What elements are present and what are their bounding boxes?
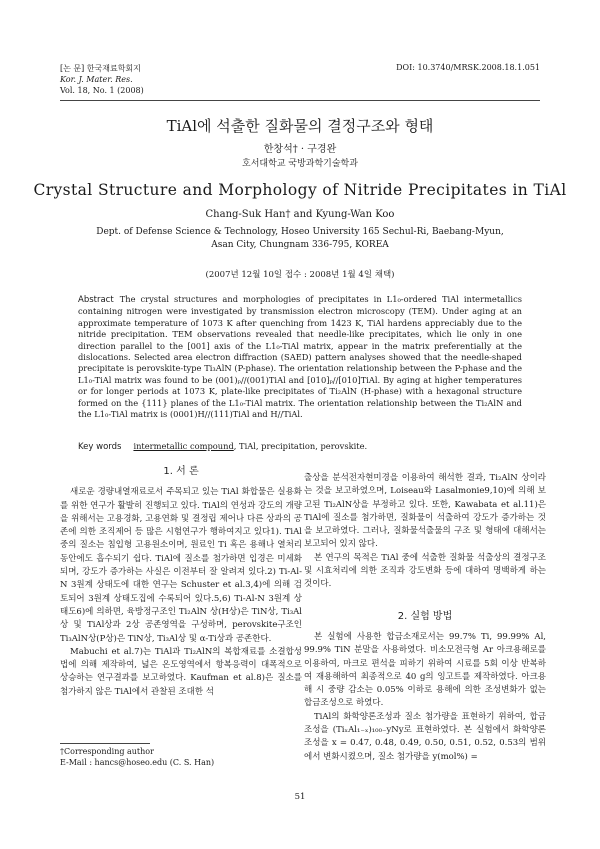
journal-header [60,63,144,96]
footnote [60,746,214,768]
footnote-corresponding: †Corresponding author [60,747,154,756]
title-english: Crystal Structure and Morphology of Nitride Precipitates in TiAl [33,181,567,199]
volume-line: Vol. 18, No. 1 (2008) [60,86,144,95]
title-korean: TiAl에 석출한 질화물의 결정구조와 형태 [166,117,434,135]
body-paragraph: 출상을 분석전자현미경을 이용하여 해석한 결과, Ti₂AlN 상이라는 것을 보고하였으며, Loiseau와 Lasalmonie9,10)에 의해 보고된 Ti₂AlN상을 부정하고 있다. 또한, Kawabata et al.11)은 TiAl에 질소를 첨가하면, 질화물이 석출하여 강도가 증가하는 것을 보고하였다. 그러나, 질화물석출물의 구조 및 형태에 대해서는 보고되어 있지 않다. [304,473,546,550]
body-paragraph: TiAl의 화학양론조성과 질소 첨가량을 표현하기 위하여, 합금조성을 (TiₓAl₁₋ₓ)₁₀₀₋yNy로 표현하였다. 본 실험에서 화학양론조성을 x = 0.47, 0.48, 0.49, 0.50, 0.51, 0.52, 0.53의 범위에서 변화시켰으며, 질소 첨가량을 y(mol%) = [304,711,546,762]
right-column [304,472,546,764]
affiliation-korean: 호서대학교 국방과학기술학과 [242,159,358,169]
footnote-rule [60,743,150,744]
body-paragraph: 본 연구의 목적은 TiAl 중에 석출한 질화물 석출상의 결정구조 및 시효처리에 의한 조직과 강도변화 등에 대하여 명백하게 하는 것이다. [304,552,546,590]
keywords-rest: , TiAl, precipitation, perovskite. [233,441,368,451]
affiliation-english-line2: Asan City, Chungnam 336-795, KOREA [211,240,389,250]
keywords-label: Key words [78,442,122,452]
affiliation-english-line1: Dept. of Defense Science & Technology, Hoseo University 165 Sechul-Ri, Baebang-Myun, [96,227,504,237]
authors-korean: 한창석† · 구경완 [263,144,337,155]
body-paragraph: 새로운 경량내열재료로서 주목되고 있는 TiAl 화합물은 실용화를 위한 연구가 활발히 진행되고 있다. TiAl의 연성과 강도의 개량을 위해서는 고용경화, 고용연화 및 결정립 제어나 다른 상과의 공존에 의한 조직제어 등 많은 시험연구가 행하여지고 있다1). TiAl 중의 질소는 침입형 고용원소이며, 원료인 Ti 혹은 용해나 열처리 동안에도 흡수되기 쉽다. TiAl에 질소를 첨가하면 입경은 미세화 되며, 강도가 증가하는 사실은 이전부터 잘 알려져 있다.2) Ti-Al-N 3원계 상태도에 대한 연구는 Schuster et al.3,4)에 의해 검토되어 3원계 상태도집에 수록되어 있다.5,6) Ti-Al-N 3원계 상태도6)에 의하면, 육방정구조인 Ti₂AlN 상(H상)은 TiN상, Ti₃Al상 및 TiAl상과 2상 공존영역을 구성하며, perovskite구조인 Ti₃AlN상(P상)은 TiN상, Ti₃Al상 및 α-Ti상과 공존한다. [60,487,302,644]
journal-abbrev: Kor. J. Mater. Res. [60,75,133,84]
keyword-underlined: intermetallic compound [133,441,234,451]
body-paragraph: 본 실험에 사용한 합금소재로서는 99.7% Ti, 99.99% Al, 99.9% TiN 분말을 사용하였다. 비소모전극형 Ar 아크용해로를 이용하여, 마크로 편석을 피하기 위하여 시료를 5회 이상 반복하여 재용해하여 최종적으로 40 g의 잉고트를 제작하였다. 아크용해 시 중량 감소는 0.05% 이하로 용해에 의한 조성변화가 없는 합금조성으로 하였다. [304,631,546,709]
received-dates: (2007년 12월 10일 접수 : 2008년 1월 4일 채택) [205,270,395,280]
section2-heading: 2. 실험 방법 [397,610,453,622]
affiliation-english [0,226,600,252]
body-paragraph: Mabuchi et al.7)는 TiAl과 Ti₂AlN의 복합재료를 소결합성법에 의해 제작하여, 넓은 온도영역에서 항복응력이 대폭적으로 상승하는 연구결과를 보고하였다. Kaufman et al.8)은 질소를 첨가하지 않은 TiAl에서 관찰된 조대한 석 [60,646,302,697]
keywords [78,441,522,452]
header-rule [60,100,540,101]
abstract-text: The crystal structures and morphologies of precipitates in L1₀-ordered TiAl intermetallics containing nitrogen were investigated by transmission electron microscopy (TEM). Under aging at an approximate temperature of 1073 K after quenching from 1423 K, TiAl hardens appreciably due to the nitride precipitation. TEM observations revealed that needle-like precipitates, which lie only in one direction parallel to the [001] axis of the L1₀-TiAl matrix, appear in the matrix preferentially at the dislocations. Selected area electron diffraction (SAED) pattern analyses showed that the needle-shaped precipitate is perovskite-type Ti₃AlN (P-phase). The orientation relationship between the P-phase and the L1₀-TiAl matrix was found to be (001)ₚ//(001)TiAl and [010]ₚ//[010]TiAl. By aging at higher temperatures or for longer periods at 1073 K, plate-like precipitates of Ti₂AlN (H-phase) with a hexagonal structure formed on the {111} planes of the L1₀-TiAl matrix. The orientation relationship between the Ti₂AlN and the L1₀-TiAl matrix is (0001)H//(111)TiAl and H//TiAl. [78,294,522,420]
doi: DOI: 10.3740/MRSK.2008.18.1.051 [396,63,540,72]
page-number: 51 [294,792,306,802]
footnote-email: E-Mail : hancs@hoseo.edu (C. S. Han) [60,758,215,767]
left-column [60,455,302,699]
abstract-label: Abstract [78,295,114,305]
section1-heading: 1. 서 론 [163,466,199,477]
journal-korean-name: [논 문] 한국재료학회지 [60,64,141,73]
abstract [78,294,522,420]
authors-english: Chang-Suk Han† and Kyung-Wan Koo [205,209,395,220]
